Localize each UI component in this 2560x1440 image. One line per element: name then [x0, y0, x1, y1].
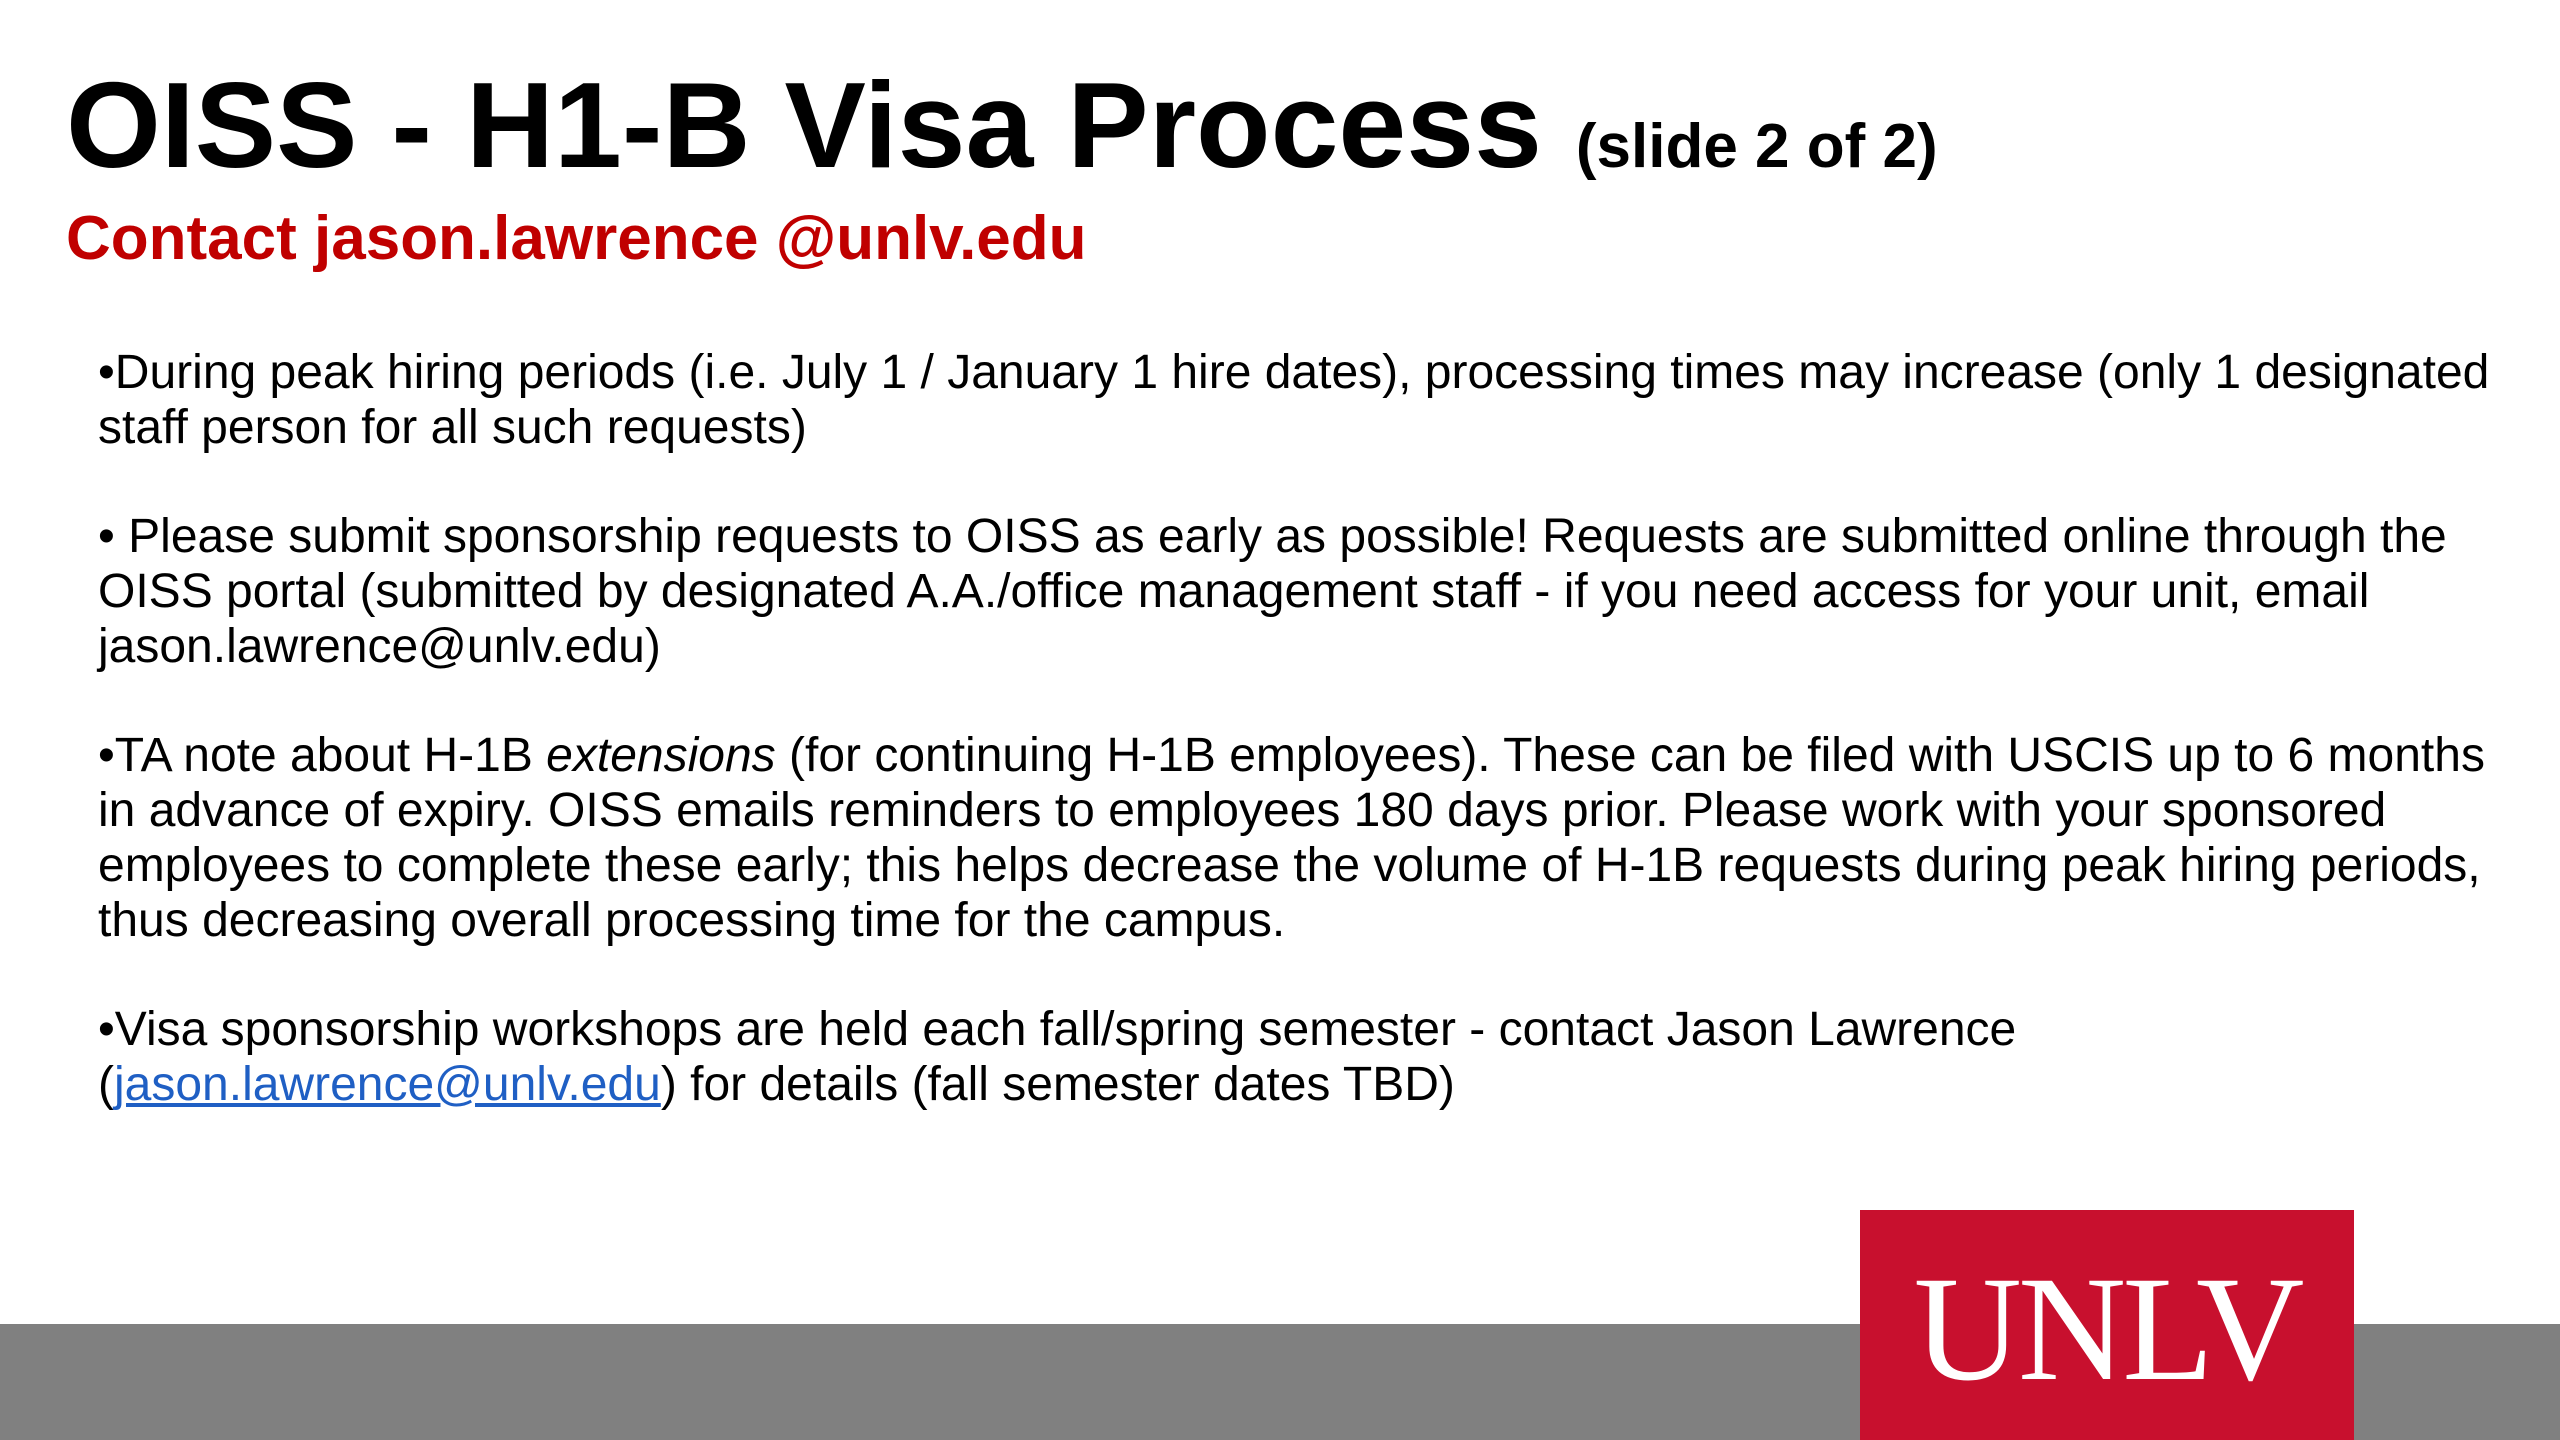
slide-title-suffix: (slide 2 of 2) — [1575, 112, 1938, 181]
email-link[interactable]: jason.lawrence@unlv.edu — [113, 1058, 661, 1111]
bullet-workshops-post: ) for details (fall semester dates TBD) — [660, 1058, 1455, 1111]
bullet-h1b-extensions-post: (for continuing H-1B employees). These can be filed with USCIS up to 6 months in advance of expiry. OISS emails reminders to employees 180 days prior. Please work with your sponsored employees to complete these early; this helps decrease the volume of H-1B requests during peak hiring periods, thus decreasing overall processing time for the campus. — [98, 729, 2485, 947]
bullet-list — [98, 345, 2498, 1166]
bullet-submit-requests: • Please submit sponsorship requests to OISS as early as possible! Requests are submitted online through the OISS portal (submitted by designated A.A./office management staff - if you need access for your unit, email jason.lawrence@unlv.edu) — [98, 510, 2447, 673]
bullet-h1b-extensions-pre: •TA note about H-1B — [98, 729, 547, 782]
slide-title-main: OISS - H1-B Visa Process — [66, 57, 1542, 193]
bullet-h1b-extensions — [98, 728, 2498, 948]
bullet-peak-hiring: •During peak hiring periods (i.e. July 1 / January 1 hire dates), processing times may increase (only 1 designated staff person for all such requests) — [98, 346, 2490, 454]
bullet-workshops — [98, 1002, 2498, 1112]
unlv-logo — [1860, 1210, 2354, 1440]
bullet-workshops-pre: •Visa sponsorship workshops are held each fall/spring semester - contact Jason Lawrence ( — [98, 1003, 2017, 1111]
slide-title — [66, 58, 1938, 192]
unlv-logo-text: UNLV — [1913, 1246, 2301, 1412]
slide-subtitle: Contact jason.lawrence @unlv.edu — [66, 204, 1087, 273]
bullet-h1b-extensions-italic: extensions — [546, 729, 776, 782]
